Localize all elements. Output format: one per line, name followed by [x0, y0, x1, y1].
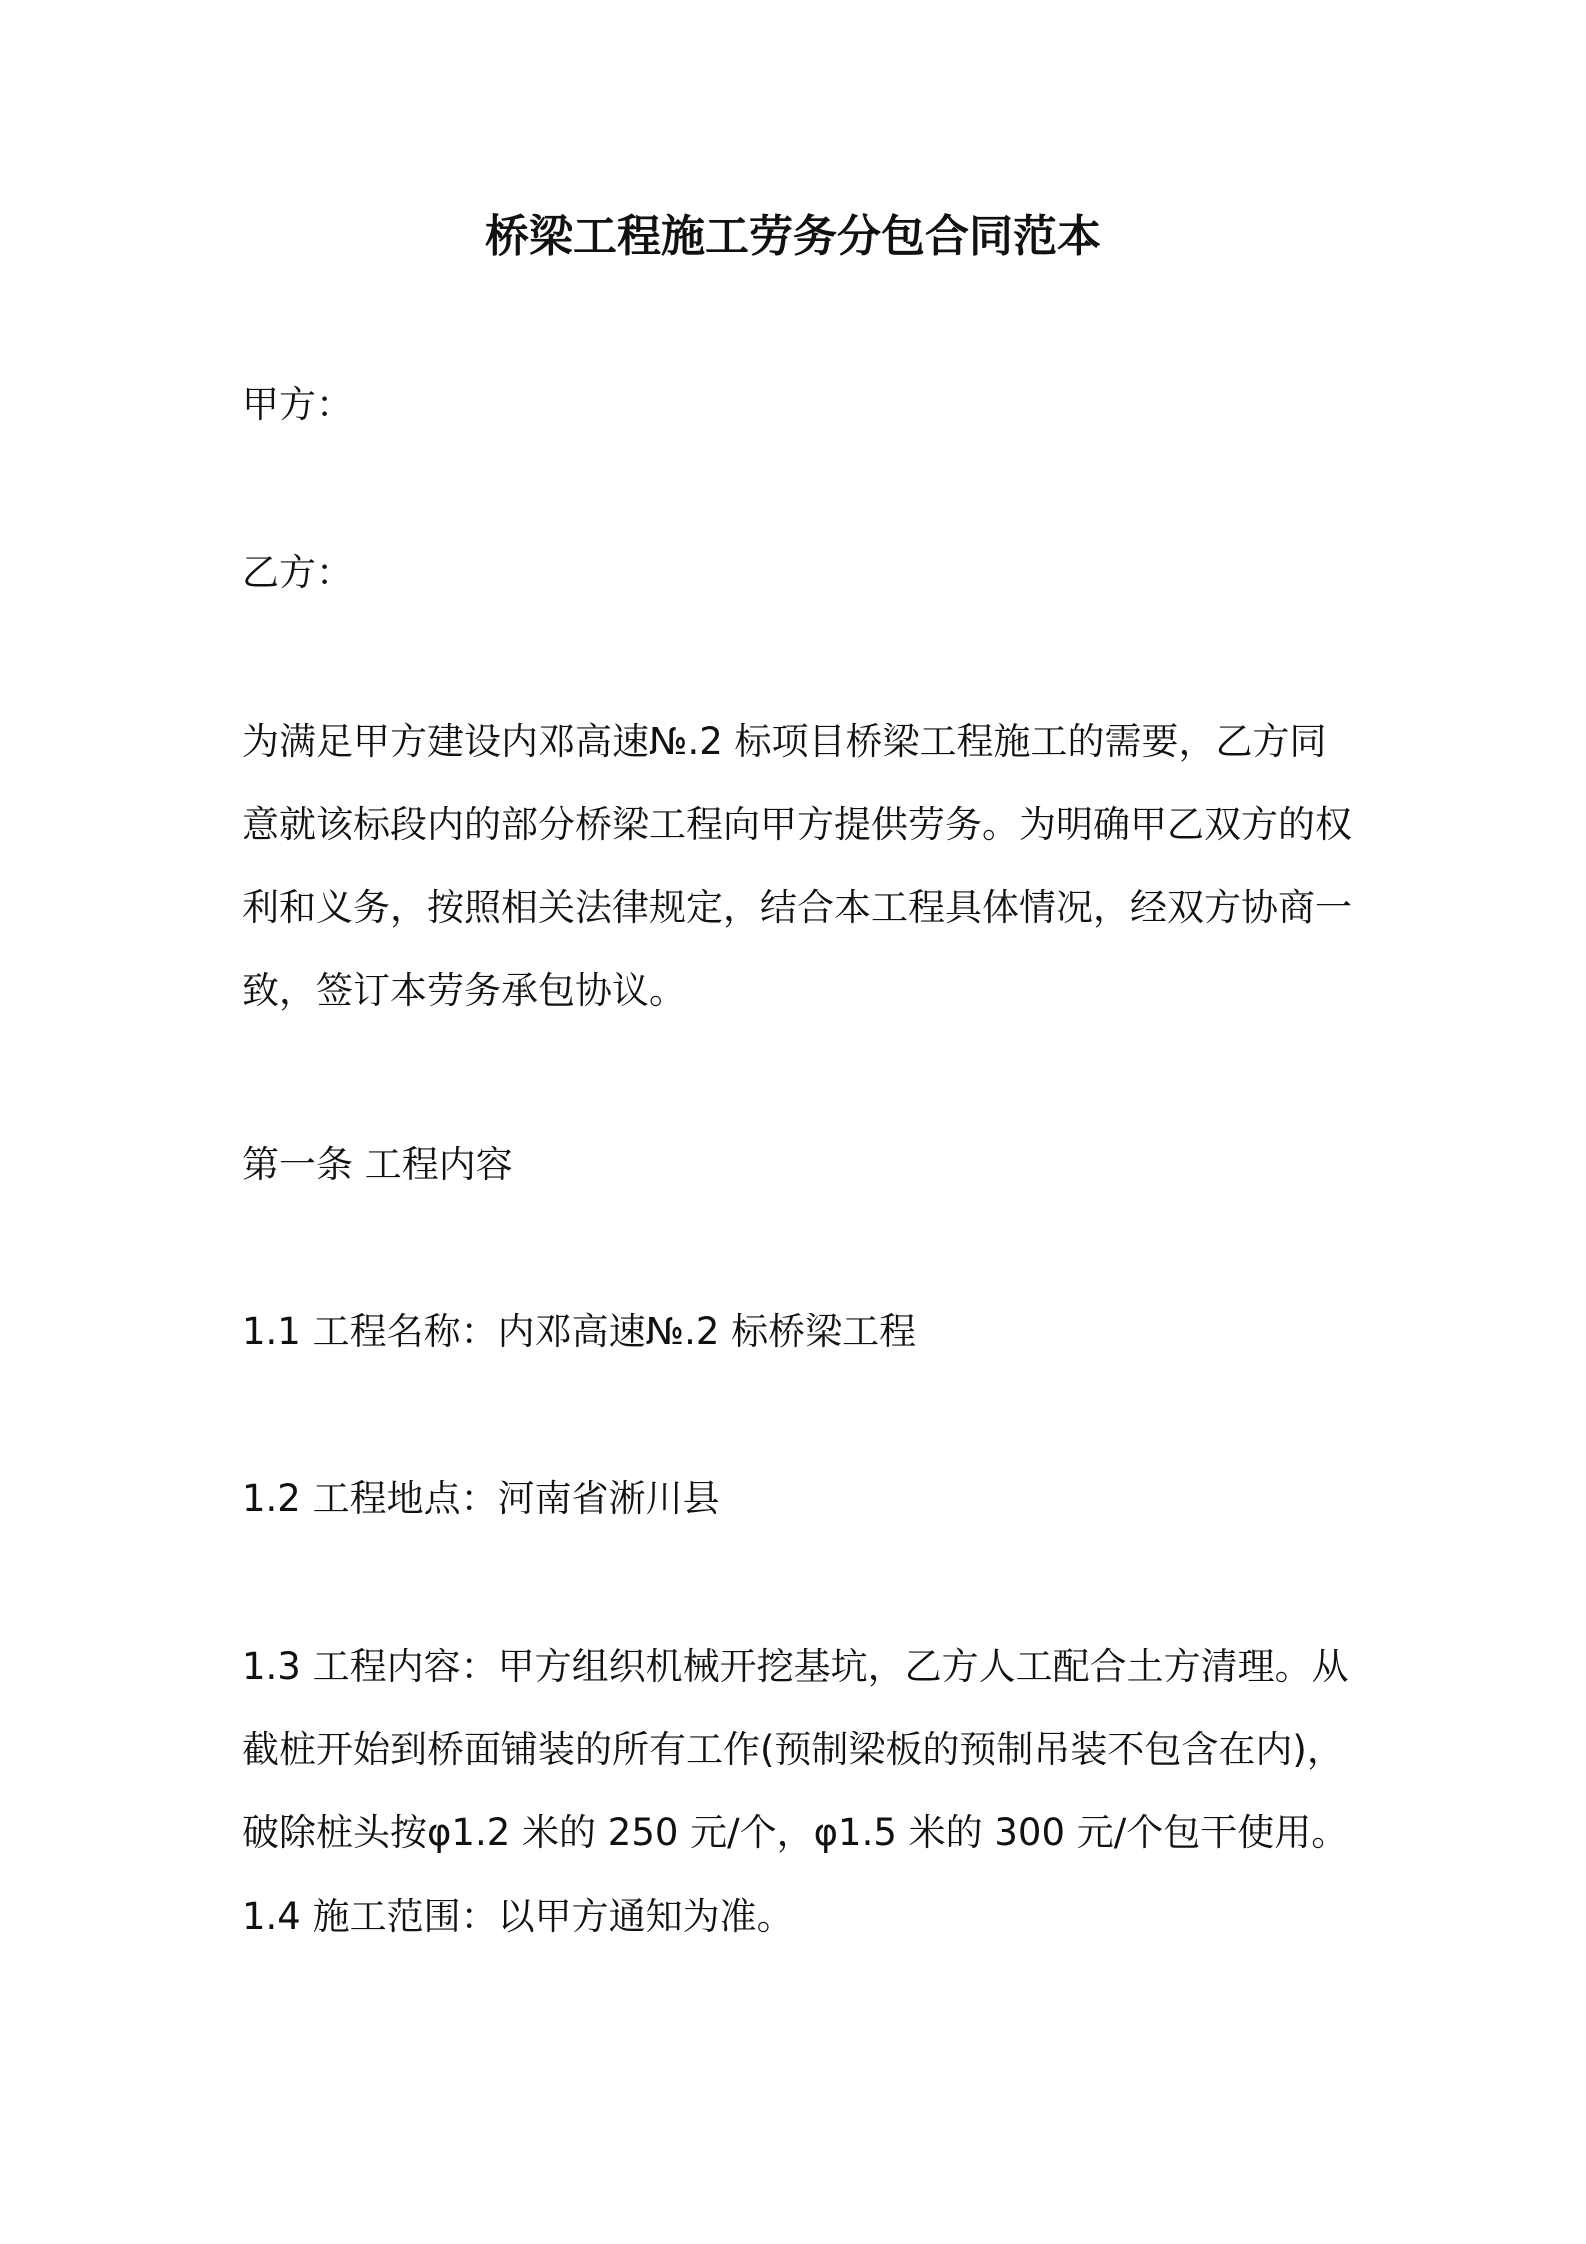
party-b-label: 乙方：	[242, 551, 353, 594]
item-1-3-line: 截桩开始到桥面铺装的所有工作(预制梁板的预制吊装不包含在内)，	[242, 1728, 1344, 1771]
item-1-3-line: 破除桩头按φ1.2 米的 250 元/个，φ1.5 米的 300 元/个包干使用。	[242, 1811, 1349, 1854]
intro-line: 致，签订本劳务承包协议。	[242, 969, 686, 1012]
item-1-2: 1.2 工程地点：河南省淅川县	[242, 1477, 720, 1520]
item-1-3-line: 1.3 工程内容：甲方组织机械开挖基坑，乙方人工配合土方清理。从	[242, 1645, 1349, 1688]
intro-line: 意就该标段内的部分桥梁工程向甲方提供劳务。为明确甲乙双方的权	[242, 803, 1352, 846]
party-a-label: 甲方：	[242, 383, 353, 426]
intro-line: 为满足甲方建设内邓高速№.2 标项目桥梁工程施工的需要，乙方同	[242, 720, 1327, 763]
document-title: 桥梁工程施工劳务分包合同范本	[485, 211, 1101, 262]
article-1-heading: 第一条 工程内容	[242, 1143, 513, 1186]
item-1-4: 1.4 施工范围：以甲方通知为准。	[242, 1895, 794, 1938]
item-1-1: 1.1 工程名称：内邓高速№.2 标桥梁工程	[242, 1310, 917, 1353]
intro-line: 利和义务，按照相关法律规定，结合本工程具体情况，经双方协商一	[242, 886, 1352, 929]
item-1-3	[242, 1625, 1362, 1874]
intro-paragraph	[242, 700, 1362, 1032]
